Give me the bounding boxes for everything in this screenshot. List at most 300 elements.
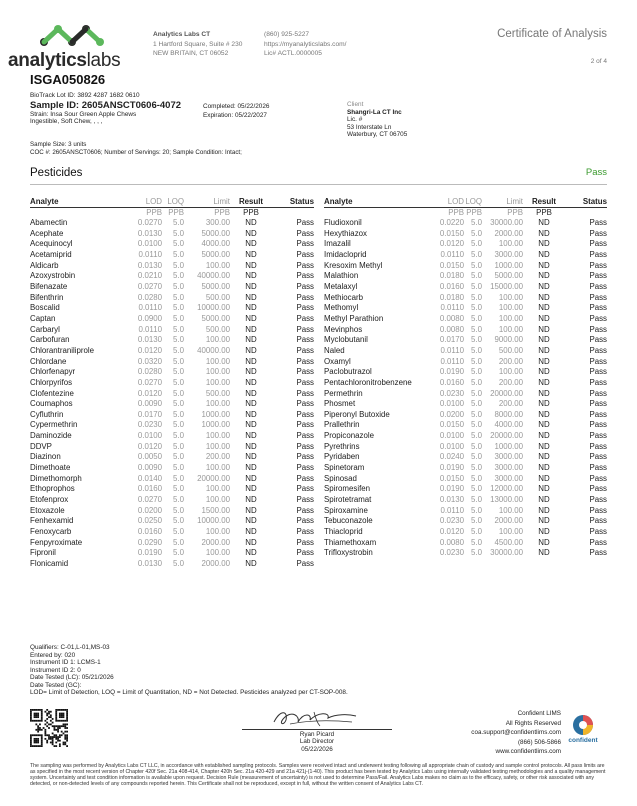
table-row <box>30 420 314 431</box>
section-title: Pesticides <box>30 167 83 179</box>
lod-cell: 0.0160 <box>439 281 464 291</box>
table-row <box>30 442 314 453</box>
limit-cell: 3000.00 <box>494 463 523 473</box>
status-cell: Pass <box>589 228 607 238</box>
company-website[interactable]: https://myanalyticslabs.com/ <box>264 40 347 48</box>
analyte-cell: Acequinocyl <box>30 239 73 249</box>
lims-website[interactable]: www.confidentlims.com <box>495 748 561 755</box>
analyte-cell: Fipronil <box>30 548 56 558</box>
loq-cell: 5.0 <box>471 441 482 451</box>
lod-cell: 0.0200 <box>439 409 464 419</box>
table-row <box>30 229 314 240</box>
result-cell: ND <box>538 356 550 366</box>
result-cell: ND <box>245 303 257 313</box>
status-cell: Pass <box>589 495 607 505</box>
analyte-cell: Bifenazate <box>30 281 68 291</box>
status-cell: Pass <box>589 367 607 377</box>
lod-cell: 0.0270 <box>137 377 162 387</box>
analyte-cell: Fludioxonil <box>324 218 362 227</box>
table-row <box>30 282 314 293</box>
status-cell: Pass <box>589 463 607 473</box>
analyte-cell: Chlordane <box>30 356 67 366</box>
analyte-cell: Etofenprox <box>30 495 69 505</box>
table-row <box>30 378 314 389</box>
table-row <box>30 495 314 506</box>
result-cell: ND <box>245 228 257 238</box>
unit-limit: PPB <box>507 208 523 217</box>
result-cell: ND <box>245 516 257 526</box>
status-cell: Pass <box>589 473 607 483</box>
analyte-cell: Etoxazole <box>30 505 65 515</box>
lod-cell: 0.0170 <box>137 409 162 419</box>
loq-cell: 5.0 <box>471 260 482 270</box>
lod-cell: 0.0270 <box>137 495 162 505</box>
result-cell: ND <box>245 249 257 259</box>
lod-cell: 0.0120 <box>439 239 464 249</box>
status-cell: Pass <box>296 313 314 323</box>
result-cell: ND <box>538 281 550 291</box>
confident-logo-text: confident <box>568 737 598 744</box>
limit-cell: 100.00 <box>205 548 230 558</box>
header-result: Result <box>230 197 272 208</box>
result-cell: ND <box>538 324 550 334</box>
lod-cell: 0.0130 <box>137 559 162 568</box>
instrument-id-2: Instrument ID 2: 0 <box>30 666 81 674</box>
loq-cell: 5.0 <box>173 335 184 345</box>
status-cell: Pass <box>296 388 314 398</box>
header-loq: LOQ <box>162 197 184 208</box>
status-cell: Pass <box>589 303 607 313</box>
result-cell: ND <box>538 452 550 462</box>
loq-cell: 5.0 <box>471 420 482 430</box>
status-cell: Pass <box>296 367 314 377</box>
table-row <box>324 410 607 421</box>
sample-code: ISGA050826 <box>30 72 106 87</box>
loq-cell: 5.0 <box>471 409 482 419</box>
limit-cell: 2000.00 <box>494 516 523 526</box>
lims-email[interactable]: coa.support@confidentlims.com <box>471 729 561 736</box>
limit-cell: 2000.00 <box>494 228 523 238</box>
analyte-cell: Mevinphos <box>324 324 363 334</box>
table-row <box>324 346 607 357</box>
lod-cell: 0.0090 <box>137 399 162 409</box>
status-cell: Pass <box>589 313 607 323</box>
analyte-cell: Imidacloprid <box>324 249 367 259</box>
status-cell: Pass <box>589 548 607 558</box>
status-cell: Pass <box>296 559 314 568</box>
table-row <box>30 367 314 378</box>
analyte-cell: Myclobutanil <box>324 335 368 345</box>
lims-info <box>471 709 561 757</box>
result-cell: ND <box>538 388 550 398</box>
loq-cell: 5.0 <box>173 409 184 419</box>
limit-cell: 1000.00 <box>201 409 230 419</box>
status-cell: Pass <box>296 249 314 259</box>
unit-loq: PPB <box>168 208 184 217</box>
client-address-1: 53 Interstate Ln <box>347 123 392 131</box>
lod-cell: 0.0080 <box>439 537 464 547</box>
unit-loq: PPB <box>466 208 482 217</box>
result-cell: ND <box>245 367 257 377</box>
status-cell: Pass <box>296 218 314 227</box>
lod-cell: 0.0110 <box>440 303 464 313</box>
result-cell: ND <box>245 281 257 291</box>
table-row <box>30 484 314 495</box>
limit-cell: 20000.00 <box>197 473 230 483</box>
lod-cell: 0.0150 <box>439 473 464 483</box>
table-row <box>30 389 314 400</box>
status-cell: Pass <box>589 527 607 537</box>
table-row <box>30 303 314 314</box>
loq-cell: 5.0 <box>173 377 184 387</box>
result-cell: ND <box>245 484 257 494</box>
lod-cell: 0.0120 <box>137 388 162 398</box>
limit-cell: 200.00 <box>498 399 523 409</box>
analyte-cell: Acetamiprid <box>30 249 72 259</box>
analyte-cell: Spiromesifen <box>324 484 371 494</box>
loq-cell: 5.0 <box>173 356 184 366</box>
header-analyte: Analyte <box>30 197 122 208</box>
analyte-cell: Coumaphos <box>30 399 73 409</box>
table-row <box>324 389 607 400</box>
analyte-cell: Thiamethoxam <box>324 537 377 547</box>
limit-cell: 100.00 <box>498 313 523 323</box>
analyte-cell: Daminozide <box>30 431 72 441</box>
units-row <box>324 208 607 219</box>
loq-cell: 5.0 <box>471 303 482 313</box>
signer-block <box>242 731 392 753</box>
loq-cell: 5.0 <box>471 313 482 323</box>
loq-cell: 5.0 <box>471 367 482 377</box>
analyte-cell: Acephate <box>30 228 64 238</box>
loq-cell: 5.0 <box>173 367 184 377</box>
lod-cell: 0.0230 <box>439 516 464 526</box>
status-cell: Pass <box>296 505 314 515</box>
status-cell: Pass <box>589 516 607 526</box>
lod-cell: 0.0130 <box>439 495 464 505</box>
lims-name: Confident LIMS <box>517 710 561 717</box>
status-cell: Pass <box>296 516 314 526</box>
sample-dates <box>203 102 269 120</box>
analyte-cell: Ethoprophos <box>30 484 75 494</box>
result-cell: ND <box>245 409 257 419</box>
limit-cell: 100.00 <box>498 367 523 377</box>
loq-cell: 5.0 <box>173 505 184 515</box>
table-header-row <box>324 197 607 208</box>
lod-cell: 0.0160 <box>137 484 162 494</box>
loq-cell: 5.0 <box>471 505 482 515</box>
sample-size-info <box>30 141 242 156</box>
analyte-cell: Metalaxyl <box>324 281 358 291</box>
result-cell: ND <box>538 367 550 377</box>
analyte-cell: Fenhexamid <box>30 516 74 526</box>
limit-cell: 4000.00 <box>201 239 230 249</box>
status-cell: Pass <box>589 431 607 441</box>
analyte-cell: Captan <box>30 313 56 323</box>
lod-cell: 0.0130 <box>137 228 162 238</box>
qr-code-icon[interactable] <box>30 709 68 747</box>
lod-cell: 0.0080 <box>439 324 464 334</box>
table-row <box>324 367 607 378</box>
loq-cell: 5.0 <box>173 292 184 302</box>
table-row <box>30 474 314 485</box>
analyte-cell: Naled <box>324 345 345 355</box>
analyte-cell: Azoxystrobin <box>30 271 76 281</box>
lod-cell: 0.0320 <box>137 356 162 366</box>
limit-cell: 1000.00 <box>201 420 230 430</box>
table-row <box>324 271 607 282</box>
loq-cell: 5.0 <box>173 228 184 238</box>
company-phone: (860) 925-5227 <box>264 31 310 38</box>
table-row <box>30 538 314 549</box>
result-cell: ND <box>245 431 257 441</box>
status-cell: Pass <box>589 239 607 249</box>
lod-cell: 0.0190 <box>439 367 464 377</box>
page-number: 2 of 4 <box>590 58 607 65</box>
unit-result: PPB <box>243 208 259 217</box>
pesticides-table-right <box>324 197 607 559</box>
loq-cell: 5.0 <box>471 399 482 409</box>
result-cell: ND <box>538 260 550 270</box>
status-cell: Pass <box>589 345 607 355</box>
lod-cell: 0.0130 <box>137 335 162 345</box>
analyte-cell: Piperonyl Butoxide <box>324 409 390 419</box>
limit-cell: 30000.00 <box>490 548 523 558</box>
loq-cell: 5.0 <box>471 484 482 494</box>
loq-cell: 5.0 <box>173 313 184 323</box>
lod-cell: 0.0160 <box>439 377 464 387</box>
table-row <box>30 261 314 272</box>
header-lod: LOD <box>432 197 464 208</box>
table-row <box>30 463 314 474</box>
status-cell: Pass <box>296 281 314 291</box>
lod-cell: 0.0080 <box>439 313 464 323</box>
lod-cell: 0.0110 <box>440 249 464 259</box>
status-cell: Pass <box>296 292 314 302</box>
status-cell: Pass <box>589 218 607 227</box>
result-cell: ND <box>538 484 550 494</box>
lod-cell: 0.0270 <box>137 281 162 291</box>
table-row <box>30 250 314 261</box>
status-cell: Pass <box>589 356 607 366</box>
limit-cell: 15000.00 <box>490 281 523 291</box>
limit-cell: 2000.00 <box>201 559 230 568</box>
limit-cell: 100.00 <box>205 484 230 494</box>
analyte-cell: Bifenthrin <box>30 292 64 302</box>
limit-cell: 100.00 <box>205 527 230 537</box>
analyte-cell: Permethrin <box>324 388 363 398</box>
result-cell: ND <box>245 356 257 366</box>
analyte-cell: Diazinon <box>30 452 61 462</box>
lod-cell: 0.0110 <box>138 324 162 334</box>
loq-cell: 5.0 <box>173 324 184 334</box>
unit-lod: PPB <box>448 208 464 217</box>
lod-cell: 0.0120 <box>439 527 464 537</box>
result-cell: ND <box>538 431 550 441</box>
loq-cell: 5.0 <box>173 399 184 409</box>
table-row <box>324 442 607 453</box>
table-row <box>324 335 607 346</box>
result-cell: ND <box>538 473 550 483</box>
status-cell: Pass <box>589 388 607 398</box>
loq-cell: 5.0 <box>173 473 184 483</box>
lod-cell: 0.0290 <box>137 537 162 547</box>
limit-cell: 1000.00 <box>494 441 523 451</box>
loq-cell: 5.0 <box>471 271 482 281</box>
result-cell: ND <box>538 239 550 249</box>
analyte-cell: Chlorantraniliprole <box>30 345 95 355</box>
limit-cell: 8000.00 <box>494 409 523 419</box>
loq-cell: 5.0 <box>173 271 184 281</box>
status-cell: Pass <box>296 377 314 387</box>
status-cell: Pass <box>589 249 607 259</box>
table-row <box>30 335 314 346</box>
table-row <box>324 261 607 272</box>
limit-cell: 30000.00 <box>490 218 523 227</box>
lod-cell: 0.0240 <box>439 452 464 462</box>
status-cell: Pass <box>589 420 607 430</box>
result-cell: ND <box>538 463 550 473</box>
result-cell: ND <box>245 527 257 537</box>
analyte-cell: Paclobutrazol <box>324 367 372 377</box>
status-cell: Pass <box>296 420 314 430</box>
result-cell: ND <box>538 303 550 313</box>
entered-by: Entered by: 020 <box>30 651 76 659</box>
table-row <box>324 229 607 240</box>
company-name: Analytics Labs CT <box>153 31 211 38</box>
status-cell: Pass <box>296 484 314 494</box>
lod-cell: 0.0120 <box>137 441 162 451</box>
status-cell: Pass <box>589 324 607 334</box>
loq-cell: 5.0 <box>471 239 482 249</box>
instrument-id-1: Instrument ID 1: LCMS-1 <box>30 659 101 666</box>
status-cell: Pass <box>296 345 314 355</box>
loq-cell: 5.0 <box>173 441 184 451</box>
limit-cell: 300.00 <box>205 218 230 227</box>
limit-cell: 100.00 <box>205 495 230 505</box>
loq-cell: 5.0 <box>173 249 184 259</box>
result-cell: ND <box>538 409 550 419</box>
table-row <box>30 314 314 325</box>
result-cell: ND <box>245 239 257 249</box>
header-status: Status <box>565 197 607 208</box>
status-cell: Pass <box>296 271 314 281</box>
limit-cell: 5000.00 <box>201 228 230 238</box>
lod-cell: 0.0900 <box>137 313 162 323</box>
limit-cell: 3000.00 <box>494 473 523 483</box>
header-lod: LOD <box>122 197 162 208</box>
loq-cell: 5.0 <box>173 303 184 313</box>
loq-cell: 5.0 <box>471 228 482 238</box>
analyte-cell: Cypermethrin <box>30 420 78 430</box>
loq-cell: 5.0 <box>173 516 184 526</box>
result-cell: ND <box>538 228 550 238</box>
header-status: Status <box>272 197 314 208</box>
limit-cell: 500.00 <box>498 345 523 355</box>
loq-cell: 5.0 <box>471 388 482 398</box>
table-row <box>324 357 607 368</box>
status-cell: Pass <box>589 271 607 281</box>
loq-cell: 5.0 <box>471 281 482 291</box>
result-cell: ND <box>245 388 257 398</box>
company-info <box>153 30 242 59</box>
result-cell: ND <box>538 441 550 451</box>
sample-type: Ingestible, Soft Chew, , , , <box>30 118 103 126</box>
result-cell: ND <box>245 292 257 302</box>
table-row <box>30 346 314 357</box>
limit-cell: 100.00 <box>205 335 230 345</box>
table-row <box>30 357 314 368</box>
loq-cell: 5.0 <box>173 527 184 537</box>
loq-cell: 5.0 <box>173 239 184 249</box>
header-limit: Limit <box>184 197 230 208</box>
table-row <box>324 420 607 431</box>
limit-cell: 100.00 <box>498 527 523 537</box>
analyte-cell: Methiocarb <box>324 292 364 302</box>
client-info <box>347 101 407 139</box>
result-cell: ND <box>538 537 550 547</box>
analyte-cell: Trifloxystrobin <box>324 548 373 558</box>
result-cell: ND <box>538 292 550 302</box>
limit-cell: 5000.00 <box>494 271 523 281</box>
completed-date: Completed: 05/22/2026 <box>203 103 270 110</box>
limit-cell: 100.00 <box>205 356 230 366</box>
coc-info: COC #: 2605ANSCT0606; Number of Servings: 20; Sample Condition: Intact; <box>30 148 242 156</box>
lod-cell: 0.0280 <box>137 367 162 377</box>
loq-cell: 5.0 <box>173 484 184 494</box>
limit-cell: 100.00 <box>205 399 230 409</box>
status-cell: Pass <box>589 292 607 302</box>
status-cell: Pass <box>589 537 607 547</box>
status-cell: Pass <box>589 335 607 345</box>
result-cell: ND <box>245 335 257 345</box>
lod-cell: 0.0180 <box>439 271 464 281</box>
analyte-cell: Dimethomorph <box>30 473 82 483</box>
lod-cell: 0.0190 <box>439 463 464 473</box>
client-address-2: Waterbury, CT 06705 <box>347 131 408 139</box>
status-cell: Pass <box>589 281 607 291</box>
status-cell: Pass <box>296 335 314 345</box>
signature-icon <box>270 706 360 730</box>
status-cell: Pass <box>296 303 314 313</box>
date-tested-lc: Date Tested (LC): 05/21/2026 <box>30 674 114 681</box>
result-cell: ND <box>245 559 257 568</box>
client-license: Lic. # <box>347 116 363 124</box>
client-label: Client <box>347 101 364 108</box>
lims-phone: (866) 506-5866 <box>517 738 561 746</box>
limit-cell: 3000.00 <box>494 249 523 259</box>
loq-cell: 5.0 <box>173 345 184 355</box>
unit-limit: PPB <box>214 208 230 217</box>
lod-cell: 0.0100 <box>439 399 464 409</box>
lod-cell: 0.0190 <box>137 548 162 558</box>
table-row <box>324 303 607 314</box>
status-cell: Pass <box>296 537 314 547</box>
table-row <box>324 282 607 293</box>
result-cell: ND <box>538 495 550 505</box>
status-cell: Pass <box>296 324 314 334</box>
lod-cell: 0.0100 <box>439 431 464 441</box>
table-header-row <box>30 197 314 208</box>
limit-cell: 500.00 <box>205 324 230 334</box>
analyte-cell: Oxamyl <box>324 356 351 366</box>
table-row <box>324 516 607 527</box>
analyte-cell: Chlorpyrifos <box>30 377 73 387</box>
loq-cell: 5.0 <box>173 281 184 291</box>
disclaimer-text: The sampling was performed by Analytics Labs CT LLC, in accordance with established sampling protocols. Samples were received intact and underwent testing following all appropriate chain of custody and sample control protocols. All pass limits are as specified in the most recent version of Chapter 420f Sec. 21a 408-414, Chapter 420h Sec. 21a 420-429 and 21a 421j-(1-40). This product has been tested by Analytics Labs using internally validated testing methodologies and a quality management system. Uncertainty and test condition information is available upon request. Decision Rule (measurement of uncertainty) is not used to determine Pass/Fail. Analytics Labs makes no claim as to the efficacy, safety, or other risk associated with any detected, or non-detected levels of any compounds reported herein. This Certificate shall not be reproduced, except in full, without the written consent of Analytics Labs CT. <box>30 763 606 788</box>
company-license: Lic# ACTL.0000005 <box>264 50 322 58</box>
result-cell: ND <box>245 537 257 547</box>
